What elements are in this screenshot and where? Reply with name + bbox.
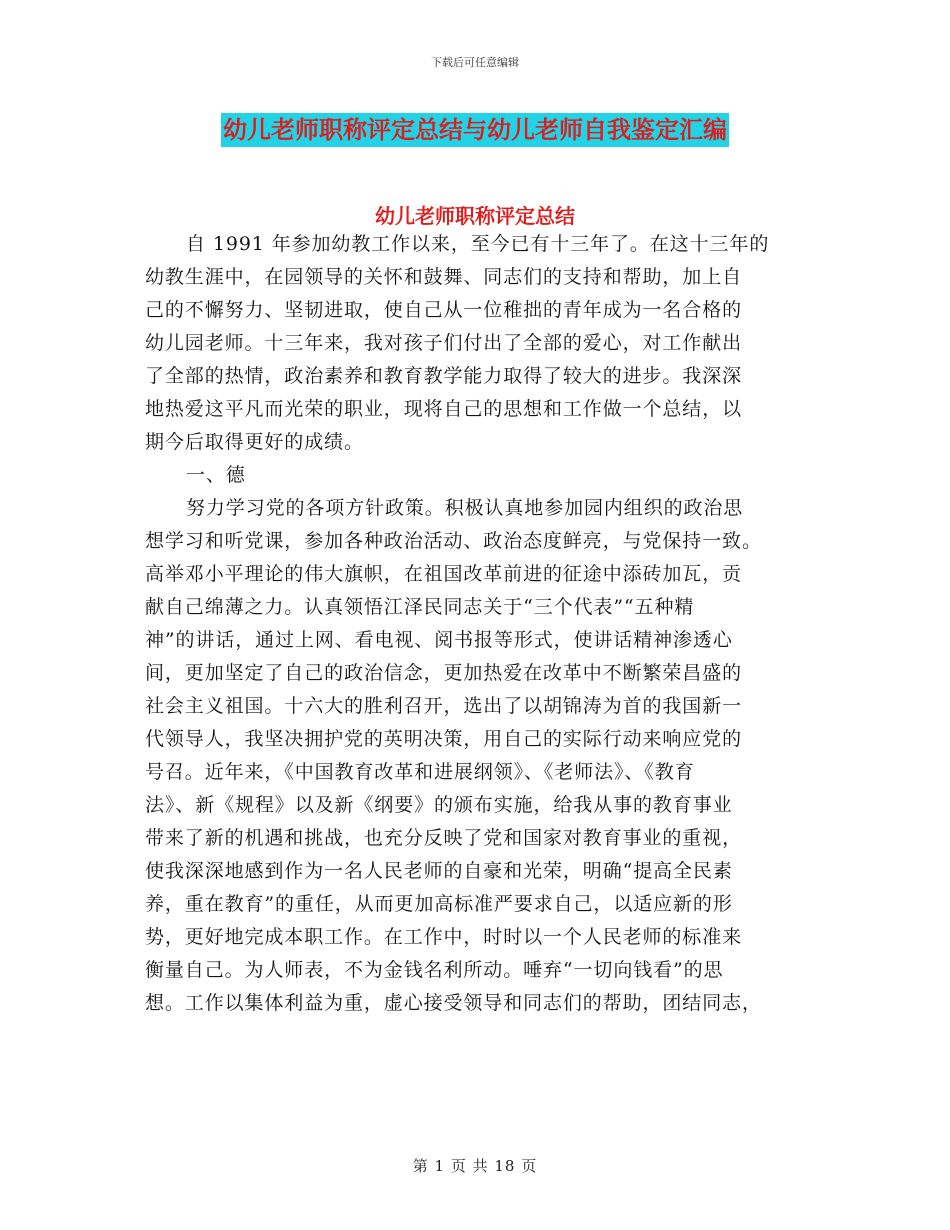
- body-line: 法》、新《规程》以及新《纲要》的颁布实施，给我从事的教育事业: [145, 794, 733, 816]
- body-line: 期今后取得更好的成绩。: [145, 431, 364, 453]
- page-footer: 第 1 页 共 18 页: [412, 1157, 538, 1175]
- body-line: 带来了新的机遇和挑战，也充分反映了党和国家对教育事业的重视，: [145, 827, 743, 849]
- section-title: 幼儿老师职称评定总结: [375, 204, 575, 228]
- header-note: 下载后可任意编辑: [431, 56, 519, 69]
- body-line: 高举邓小平理论的伟大旗帜，在祖国改革前进的征途中添砖加瓦，贡: [145, 563, 743, 585]
- body-line: 自 1991 年参加幼教工作以来，至今已有十三年了。在这十三年的: [186, 233, 770, 255]
- body-line: 想。工作以集体利益为重，虚心接受领导和同志们的帮助，团结同志，: [145, 992, 762, 1014]
- section-heading-de: 一、德: [186, 464, 246, 486]
- body-line: 势，更好地完成本职工作。在工作中，时时以一个人民老师的标准来: [145, 926, 743, 948]
- document-title: 幼儿老师职称评定总结与幼儿老师自我鉴定汇编: [221, 113, 729, 147]
- body-line: 衡量自己。为人师表，不为金钱名利所动。唾弃“一切向钱看”的思: [145, 959, 724, 981]
- body-line: 间，更加坚定了自己的政治信念，更加热爱在改革中不断繁荣昌盛的: [145, 662, 743, 684]
- body-line: 地热爱这平凡而光荣的职业，现将自己的思想和工作做一个总结，以: [145, 398, 743, 420]
- body-line: 代领导人，我坚决拥护党的英明决策，用自己的实际行动来响应党的: [145, 728, 743, 750]
- body-line: 了全部的热情，政治素养和教育教学能力取得了较大的进步。我深深: [145, 365, 743, 387]
- body-line: 社会主义祖国。十六大的胜利召开，选出了以胡锦涛为首的我国新一: [145, 695, 743, 717]
- body-line: 养，重在教育”的重任，从而更加高标准严要求自己，以适应新的形: [145, 893, 733, 915]
- body-line: 号召。近年来，《中国教育改革和进展纲领》、《老师法》、《教育: [145, 761, 695, 783]
- body-line: 幼儿园老师。十三年来，我对孩子们付出了全部的爱心，对工作献出: [145, 332, 743, 354]
- body-line: 幼教生涯中，在园领导的关怀和鼓舞、同志们的支持和帮助，加上自: [145, 266, 743, 288]
- document-body: [145, 228, 810, 1020]
- body-line: 努力学习党的各项方针政策。积极认真地参加园内组织的政治思: [186, 497, 744, 519]
- body-line: 想学习和听党课，参加各种政治活动、政治态度鲜亮，与党保持一致。: [145, 530, 762, 552]
- body-line: 使我深深地感到作为一名人民老师的自豪和光荣，明确“提高全民素: [145, 860, 733, 882]
- body-line: 神”的讲话，通过上网、看电视、阅书报等形式，使讲话精神渗透心: [145, 629, 733, 651]
- body-line: 己的不懈努力、坚韧进取，使自己从一位稚拙的青年成为一名合格的: [145, 299, 743, 321]
- body-line: 献自己绵薄之力。认真领悟江泽民同志关于“三个代表”“五种精: [145, 596, 695, 618]
